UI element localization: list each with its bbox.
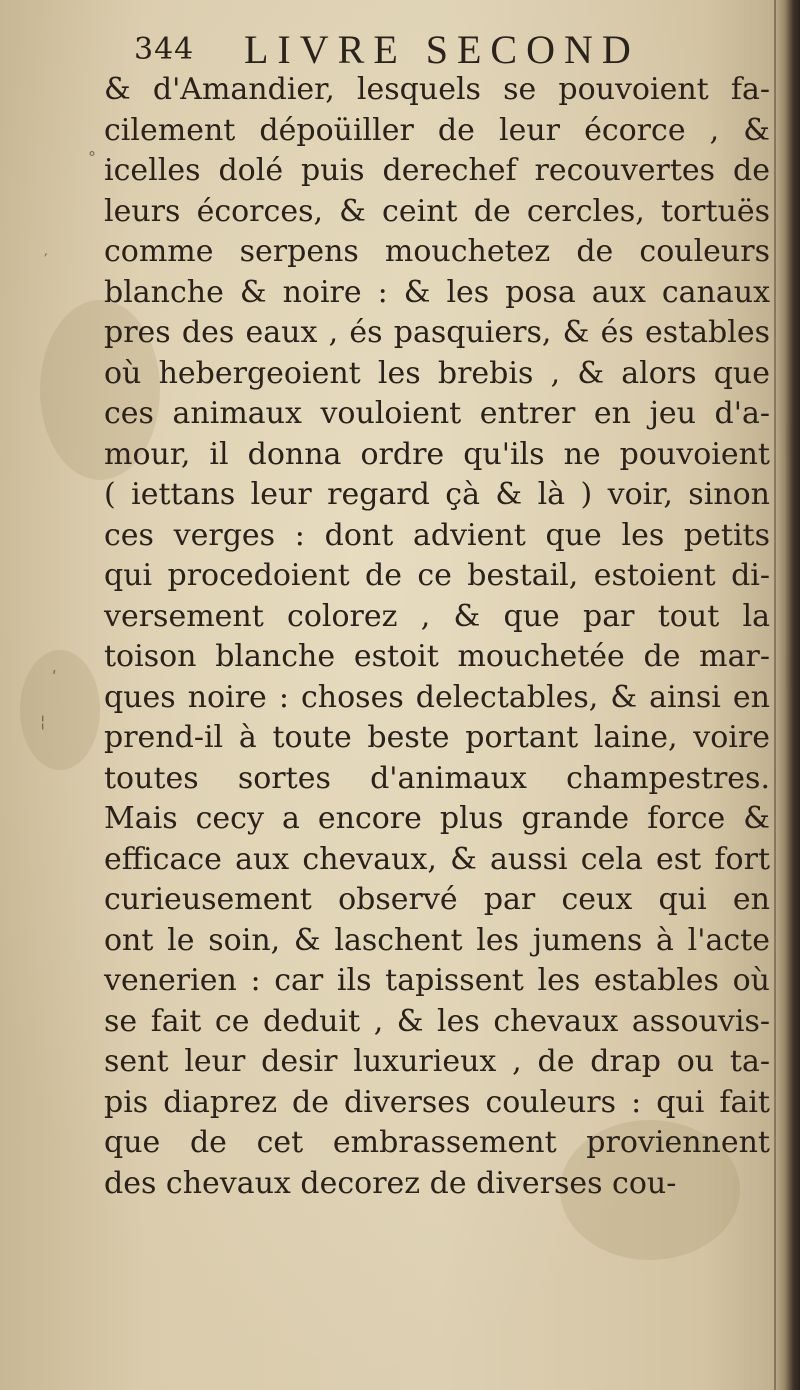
text-line: pis diaprez de diverses couleurs : qui fait bbox=[104, 1084, 770, 1120]
text-line: toutes sortes d'animaux champestres. bbox=[104, 760, 770, 796]
text-line: ont le soin, & laschent les jumens à l'acte bbox=[104, 922, 770, 958]
body-text bbox=[104, 70, 770, 1204]
margin-mark: ′ bbox=[44, 250, 48, 269]
text-line: versement colorez , & que par tout la bbox=[104, 598, 770, 634]
text-line: toison blanche estoit mouchetée de mar- bbox=[104, 639, 770, 674]
text-line: Mais cecy a encore plus grande force & bbox=[104, 801, 770, 836]
text-line: & d'Amandier, lesquels se pouvoient fa- bbox=[104, 72, 770, 107]
text-line: ques noire : choses delectables, & ainsi en bbox=[104, 679, 770, 715]
text-line: blanche & noire : & les posa aux canaux bbox=[104, 274, 770, 310]
text-line: mour, il donna ordre qu'ils ne pouvoient bbox=[104, 436, 770, 472]
running-title: LIVRE SECOND bbox=[244, 27, 640, 72]
book-spine bbox=[774, 0, 800, 1390]
margin-mark: ʹ bbox=[52, 668, 57, 687]
page-header bbox=[134, 18, 734, 72]
text-line: ces verges : dont advient que les petits bbox=[104, 517, 770, 553]
margin-mark: ° bbox=[88, 148, 96, 167]
text-line: icelles dolé puis derechef recouvertes de bbox=[104, 153, 770, 188]
text-line: sent leur desir luxurieux , de drap ou ta- bbox=[104, 1044, 770, 1079]
text-line: pres des eaux , és pasquiers, & és estables bbox=[104, 315, 770, 350]
text-line: venerien : car ils tapissent les estables où bbox=[104, 963, 770, 998]
text-line: se fait ce deduit , & les chevaux assouvis- bbox=[104, 1003, 770, 1039]
text-line: ces animaux vouloient entrer en jeu d'a- bbox=[104, 396, 770, 431]
margin-mark: ¦ bbox=[40, 712, 46, 731]
text-line: que de cet embrassement proviennent bbox=[104, 1125, 770, 1160]
text-line: des chevaux decorez de diverses cou- bbox=[104, 1165, 677, 1201]
paper-stain bbox=[20, 650, 100, 770]
page-number: 344 bbox=[134, 32, 195, 67]
text-line: efficace aux chevaux, & aussi cela est fort bbox=[104, 841, 770, 877]
text-line: comme serpens mouchetez de couleurs bbox=[104, 234, 770, 269]
text-line: où hebergeoient les brebis , & alors que bbox=[104, 355, 770, 391]
text-line: ( iettans leur regard çà & là ) voir, sinon bbox=[104, 477, 770, 512]
text-line: cilement dépoüiller de leur écorce , & bbox=[104, 112, 770, 148]
text-line: prend-il à toute beste portant laine, voire bbox=[104, 720, 770, 755]
text-line: curieusement observé par ceux qui en bbox=[104, 882, 770, 917]
text-line: qui procedoient de ce bestail, estoient di- bbox=[104, 558, 770, 593]
text-line: leurs écorces, & ceint de cercles, tortuës bbox=[104, 193, 770, 229]
